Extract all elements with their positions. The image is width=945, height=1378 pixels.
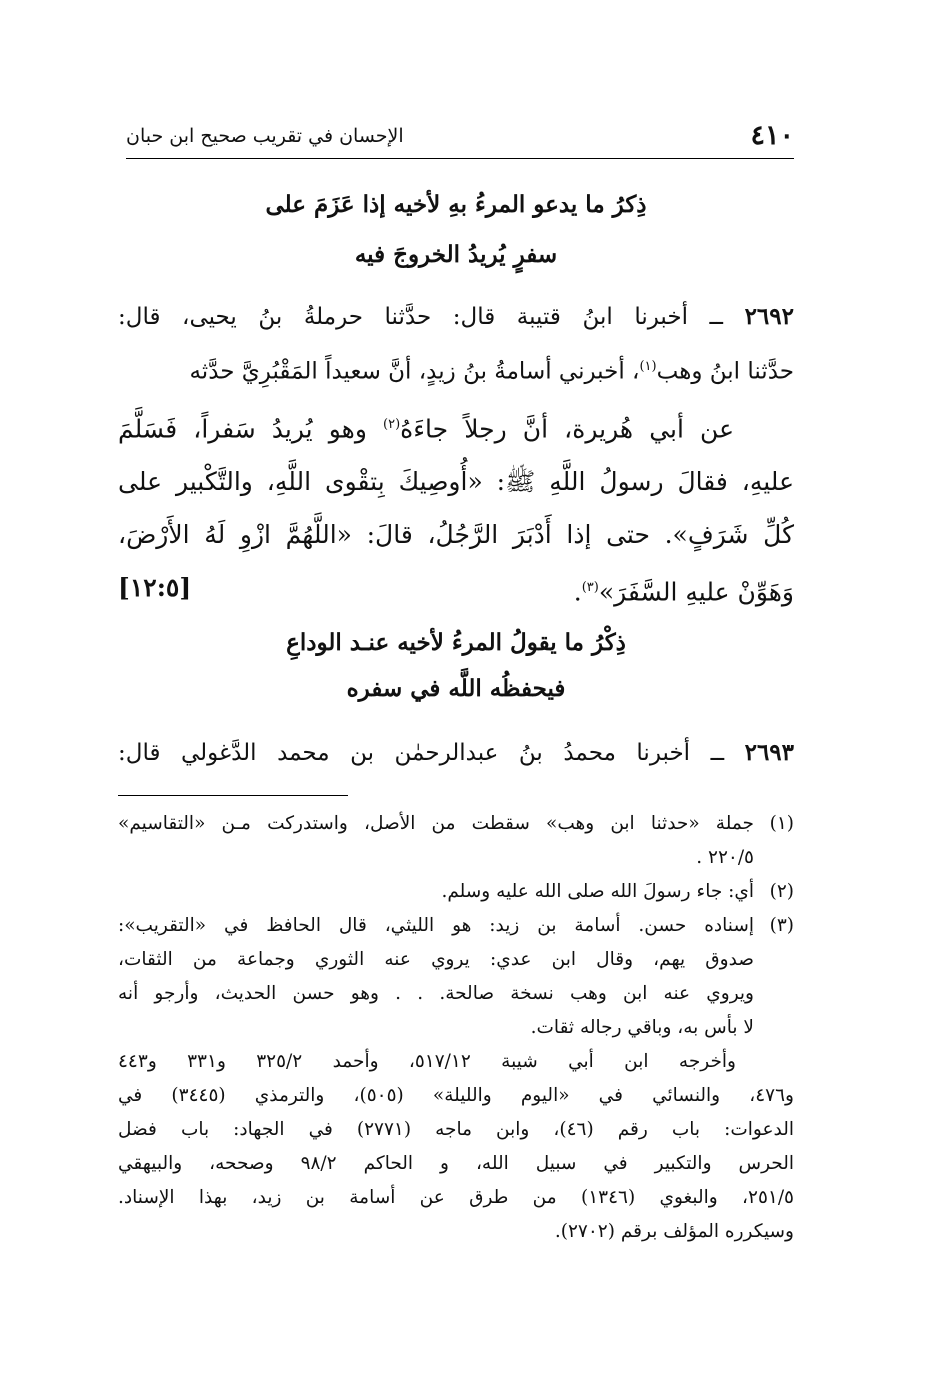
hadith-line: عليهِ، فقالَ رسولُ اللَّهِ ﷺ: «أُوصِيكَ بِتقْوى اللَّهِ، والتَّكْبير على: [118, 467, 794, 497]
page-number: ٤١٠: [750, 120, 794, 151]
hadith-line: كُلِّ شَرَفٍ». حتى إذا أَدْبَرَ الرَّجُلُ، قالَ: «اللَّهُمَّ ازْوِ لَهُ الأَرْضَ،: [118, 520, 794, 550]
hadith-2692-text: [118, 398, 794, 619]
footnote-line: وسيكرره المؤلف برقم (٢٧٠٢).: [554, 1221, 794, 1242]
chapter-heading-line: ذِكرُ ما يدعو المرءُ بهِ لأخيه إذا عَزَمَ على: [265, 191, 647, 218]
footnote-line: الدعوات: باب رقم (٤٦)، وابن ماجه (٢٧٧١) في الجهاد: باب فضل: [118, 1119, 794, 1140]
footnote-2: [118, 875, 794, 909]
footnote-3: [118, 909, 794, 1045]
footnote-line: إسناده حسن. أسامة بن زيد: هو الليثي، قال الحافظ في «التقريب»:: [118, 915, 754, 936]
hadith-line: ٢٦٩٢ ــ أخبرنا ابنُ قتيبة قال: حدَّثنا حرملةُ بنُ يحيى، قال:: [118, 303, 794, 330]
footnote-line: الحرس والتكبير في سبيل الله، و الحاكم ٩٨/٢ وصححه، والبيهقي: [118, 1153, 794, 1174]
footnote-line: جملة «حدثنا ابن وهب» سقطت من الأصل، واستدركت مـن «التقاسيم»: [118, 813, 754, 834]
hadith-line: حدَّثنا ابنُ وهب$^{(١)}$، أخبرني أسامةُ بنُ زيدٍ، أنَّ سعيداً المَقْبُرِيَّ حدَّثه: [189, 358, 794, 385]
hadith-number: ٢٦٩٢: [744, 303, 794, 330]
chapter-heading-line: ذِكْرُ ما يقولُ المرءُ لأخيه عنـد الوداعِ: [286, 629, 626, 656]
hadith-line: وَهَوِّنْ عليهِ السَّفَرَ»$^{(٣)}$. [١٢:٥]: [118, 561, 794, 618]
footnote-line: لا بأس به، وباقي رجاله ثقات.: [530, 1017, 754, 1038]
hadith-line: ٢٦٩٣ ــ أخبرنا محمدُ بنُ عبدالرحمٰن بن محمد الدَّغولي قال:: [118, 739, 795, 766]
book-page: [118, 0, 794, 1378]
footnote-marker: (٣): [581, 580, 599, 596]
chapter-heading-line: فيحفظُه اللَّه في سفره: [346, 675, 566, 702]
header-rule: [126, 158, 794, 159]
hadith-2692-opening: [118, 292, 794, 397]
footnote-marker: (١): [639, 359, 657, 374]
footnote-number: (١): [769, 813, 794, 834]
hadith-line: عن أبي هُريرة، أنَّ رجلاً جاءَهُ$^{(٢)}$ وهو يُريدُ سَفراً، فَسَلَّمَ: [118, 414, 734, 444]
footnote-marker: (٢): [383, 417, 401, 432]
hadith-reference: [١٢:٥]: [118, 573, 192, 603]
footnote-line: و٤٧٦، والنسائي في «اليوم والليلة» (٥٠٥)، والترمذي (٣٤٤٥) في: [118, 1085, 794, 1106]
chapter-heading-2: [138, 620, 774, 712]
footnote-1: [118, 807, 794, 875]
footnote-line: ويروي عنه ابن وهب نسخة صالحة. . . وهو حسن الحديث، وأرجو أنه: [118, 983, 754, 1004]
chapter-heading-line: سفرٍ يُريدُ الخروجَ فيه: [354, 241, 558, 268]
chapter-heading-1: [138, 180, 774, 280]
footnote-line: أي: جاء رسولَ الله صلى الله عليه وسلم.: [441, 881, 754, 902]
footnote-number: (٢): [769, 881, 794, 902]
footnote-line: ٢٢٠/٥ .: [696, 847, 754, 868]
footnote-line: صدوق يهم، وقال ابن عدي: يروي عنه الثوري وجماعة من الثقات،: [118, 949, 754, 970]
hadith-2693-opening: [118, 728, 794, 778]
footnote-line: وأخرجه ابن أبي شيبة ٥١٧/١٢، وأحمد ٣٢٥/٢ و٣٣١ و٤٤٣: [118, 1051, 736, 1072]
footnote-separator: [118, 795, 348, 796]
footnotes: [118, 807, 794, 1249]
running-header: [118, 118, 794, 154]
footnote-number: (٣): [769, 915, 794, 936]
footnote-3-continuation: [118, 1045, 794, 1249]
book-title: الإحسان في تقريب صحيح ابن حبان: [126, 125, 404, 147]
hadith-number: ٢٦٩٣: [744, 739, 795, 766]
footnote-line: ٢٥١/٥، والبغوي (١٣٤٦) من طرق عن أسامة بن زيد، بهذا الإسناد.: [118, 1187, 794, 1208]
